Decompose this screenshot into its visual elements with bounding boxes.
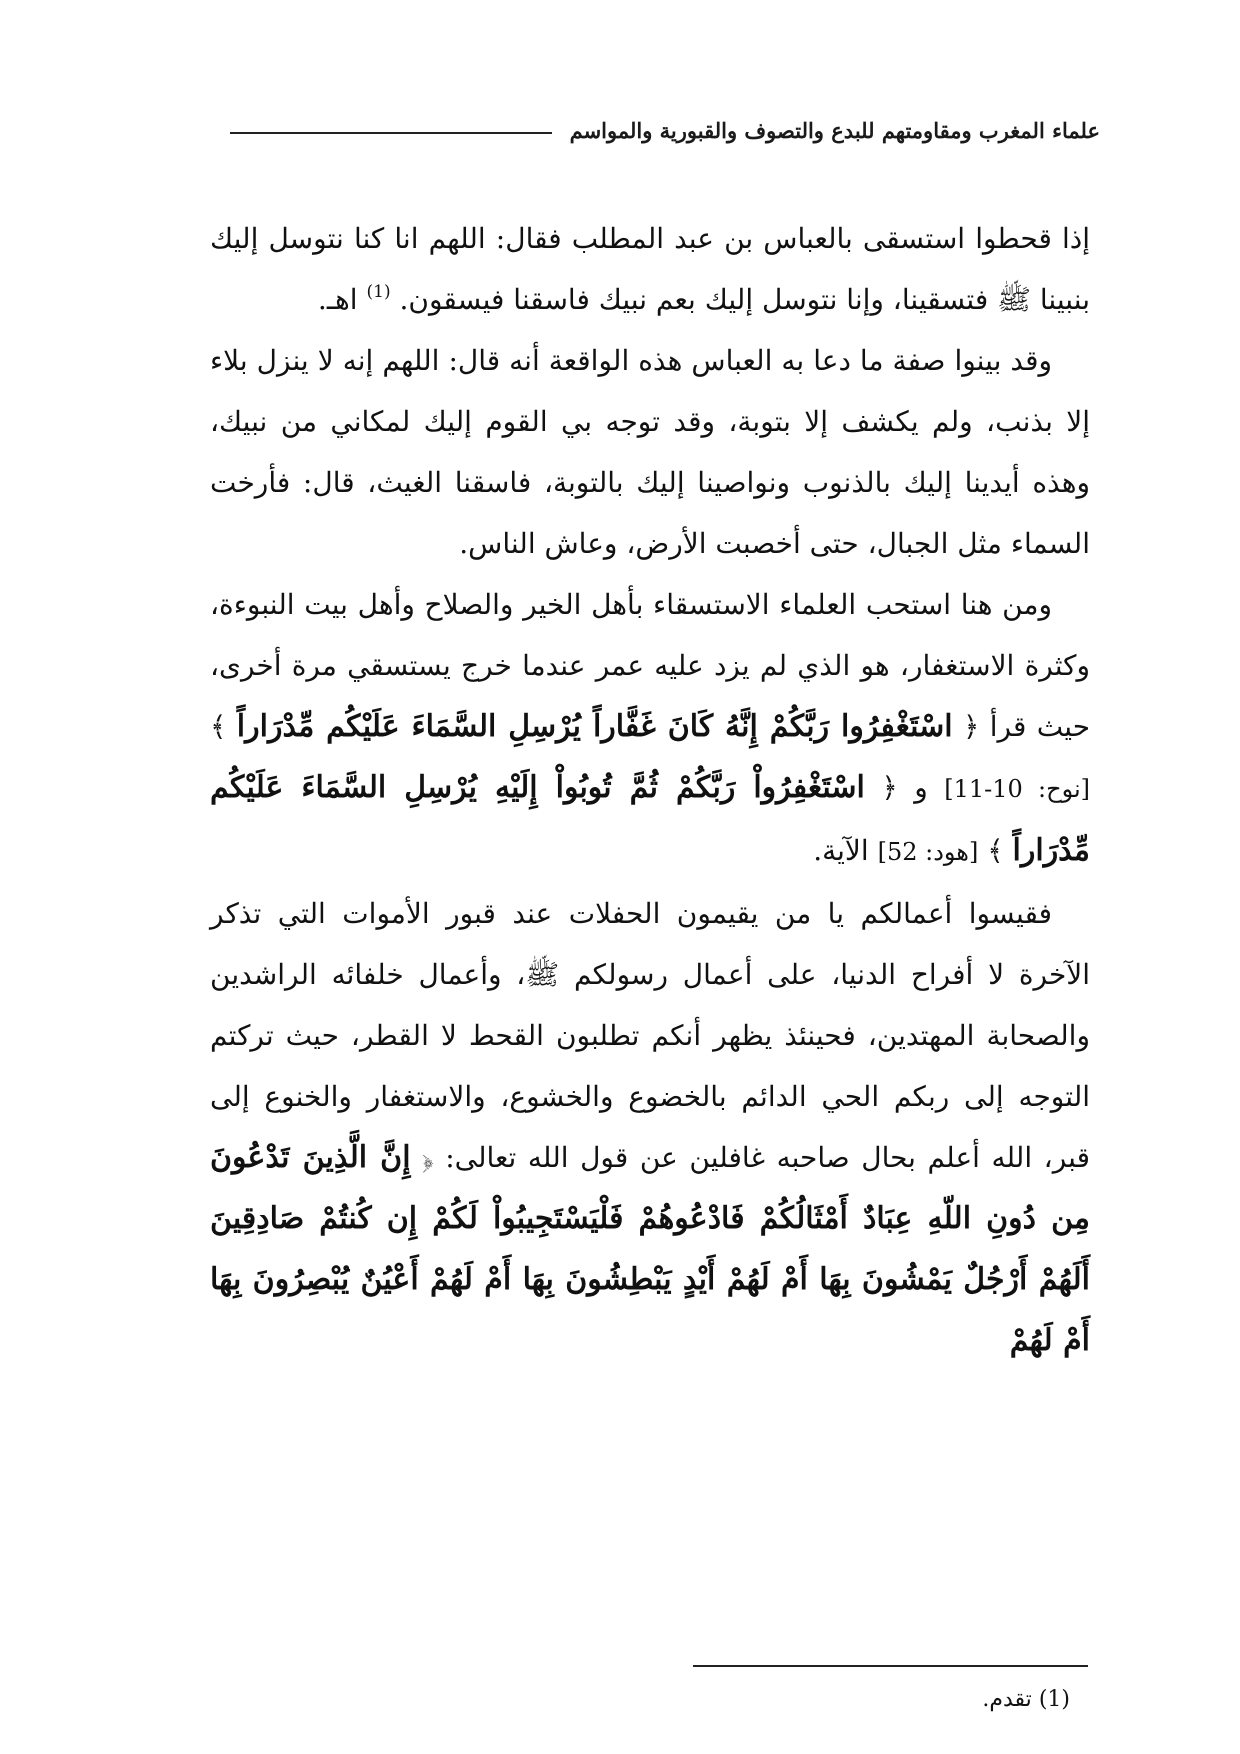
paragraph-3 (210, 574, 1090, 883)
quran-verse-araf: إِنَّ الَّذِينَ تَدْعُونَ مِن دُونِ اللّهِ عِبَادٌ أَمْثَالُكُمْ فَادْعُوهُمْ فَلْيَسْتَجِيبُواْ لَكُمْ إِن كُنتُمْ صَادِقِينَ أَلَهُمْ أَرْجُلٌ يَمْشُونَ بِهَا أَمْ لَهُمْ أَيْدٍ يَبْطِشُونَ بِهَا أَمْ لَهُمْ أَعْيُنٌ يُبْصِرُونَ بِهَا أَمْ لَهُمْ (210, 1140, 1090, 1358)
verse-reference-hud: [هود: 52] (877, 838, 979, 866)
paragraph-1-end: اهـ. (317, 283, 367, 316)
footnote-reference: (1) (366, 282, 391, 302)
paragraph-4 (210, 883, 1090, 1371)
running-header-title: علماء المغرب ومقاومتهم للبدع والتصوف والقبورية والمواسم (569, 118, 1100, 143)
verse-open-bracket: ﴿ (422, 1141, 434, 1174)
footnote-separator (693, 1665, 1088, 1667)
verse-open-bracket: ﴿ (881, 771, 898, 804)
quran-verse-hud: اسْتَغْفِرُواْ رَبَّكُمْ ثُمَّ تُوبُواْ إِلَيْهِ يُرْسِلِ السَّمَاءَ عَلَيْكُم مِّدْرَاراً (210, 770, 1090, 868)
footnote-1 (700, 1683, 1070, 1717)
footnote-mark: (1) (1038, 1687, 1070, 1712)
paragraph-3-tail: الآية. (813, 834, 869, 867)
paragraph-2: وقد بينوا صفة ما دعا به العباس هذه الواقعة أنه قال: اللهم إنه لا ينزل بلاء إلا بذنب، ولم يكشف إلا بتوبة، وقد توجه بي القوم إليك لمكاني من نبيك، وهذه أيدينا إليك بالذنوب ونواصينا إليك بالتوبة، فاسقنا الغيث، قال: فأرخت السماء مثل الجبال، حتى أخصبت الأرض، وعاش الناس. (210, 344, 1090, 560)
main-text (210, 208, 1090, 1371)
footnote-text: تقدم. (982, 1687, 1032, 1712)
paragraph-1-text: إذا قحطوا استسقى بالعباس بن عبد المطلب فقال: اللهم انا كنا نتوسل إليك بنبينا ﷺ فتسقينا، وإنا نتوسل إليك بعم نبيك فاسقنا فيسقون. (210, 222, 1090, 316)
paragraph-1 (210, 208, 1090, 330)
verse-reference-nuh: [نوح: 10-11] (944, 775, 1091, 803)
verse-close-bracket: ﴾ (210, 710, 227, 743)
paragraph-3-text: ومن هنا استحب العلماء الاستسقاء بأهل الخير والصلاح وأهل بيت النبوءة، وكثرة الاستغفار، هو الذي لم يزد عليه عمر عندما خرج يستسقي مرة أخرى، حيث قرأ (210, 588, 1091, 743)
verse-close-bracket: ﴾ (987, 834, 1004, 867)
paragraph-4-text: فقيسوا أعمالكم يا من يقيمون الحفلات عند قبور الأموات التي تذكر الآخرة لا أفراح الدنيا، على أعمال رسولكم ﷺ، وأعمال خلفائه الراشدين والصحابة المهتدين، فحينئذ يظهر أنكم تطلبون القحط لا القطر، حيث تركتم التوجه إلى ربكم الحي الدائم بالخضوع والخشوع، والاستغفار والخنوع إلى قبر، الله أعلم بحال صاحبه غافلين عن قول الله تعالى: (210, 897, 1091, 1174)
running-header (230, 118, 1100, 143)
quran-verse-nuh: اسْتَغْفِرُوا رَبَّكُمْ إِنَّهُ كَانَ غَفَّاراً يُرْسِلِ السَّمَاءَ عَلَيْكُم مِّدْرَاراً (236, 709, 953, 744)
verse-open-bracket: ﴿ (962, 710, 980, 743)
conjunction: و (914, 771, 928, 804)
header-rule (230, 132, 552, 134)
